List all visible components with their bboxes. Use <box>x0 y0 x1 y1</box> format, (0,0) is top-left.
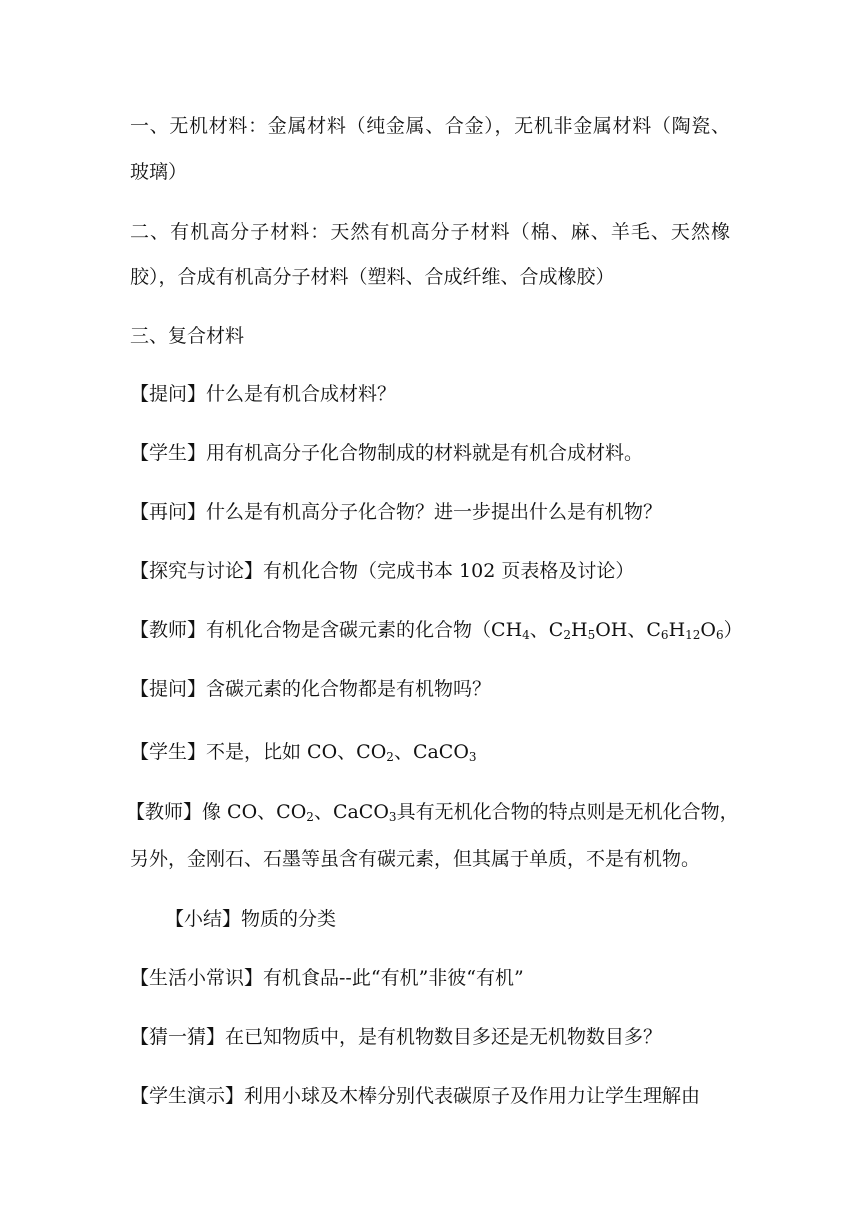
formula-glucose: $C_6H_{12}O_6$ <box>646 619 724 642</box>
paragraph-question-1 <box>130 382 730 406</box>
paragraph-explore-discuss <box>130 559 730 583</box>
paragraph-teacher-2-cont: 另外，金刚石、石墨等虽含有碳元素，但其属于单质，不是有机物。 <box>130 848 701 870</box>
paragraph-inorganic-materials: 一、无机材料：金属材料（纯金属、合金），无机非金属材料（陶瓷、 <box>130 115 730 137</box>
paragraph-text: 有机化合物是含碳元素的化合物（ <box>206 619 492 641</box>
paragraph-guess <box>130 1025 730 1049</box>
paragraph-composite-materials: 三、复合材料 <box>130 325 245 347</box>
section-tag: 【生活小常识】 <box>130 967 264 989</box>
paragraph-text: 在已知物质中，是有机物数目多还是无机物数目多？ <box>225 1026 663 1048</box>
paragraph-student-demo <box>130 1084 730 1108</box>
section-tag: 【教师】 <box>126 801 203 823</box>
paragraph-student-2: 【学生】不是，比如 CO、$CO_2$、CaCO$_3$ <box>130 741 477 764</box>
paragraph-teacher-2: 【教师】像 CO、$CO_2$、CaCO$_3$具有无机化合物的特点则是无机化合物， <box>126 801 739 824</box>
section-tag: 【提问】 <box>130 383 207 405</box>
paragraph-inorganic-materials-cont: 玻璃） <box>130 161 188 183</box>
section-tag: 【教师】 <box>130 619 207 641</box>
formula-ethanol: $C_2H_5OH$ <box>548 619 628 642</box>
paragraph-text: 有机化合物（完成书本 102 页表格及讨论） <box>263 560 635 582</box>
paragraph-text: 什么是有机高分子化合物？进一步提出什么是有机物？ <box>206 501 663 523</box>
paragraph-teacher-1: 【教师】有机化合物是含碳元素的化合物（$CH_4$、$C_2H_5OH$、$C_6H_{12}O_6$） <box>130 619 743 642</box>
section-tag: 【学生】 <box>130 741 207 763</box>
paragraph-ask-again <box>130 500 730 524</box>
paragraph-summary <box>165 907 765 931</box>
section-tag: 【猜一猜】 <box>130 1026 226 1048</box>
section-tag: 【学生】 <box>130 442 207 464</box>
section-tag: 【学生演示】 <box>130 1085 245 1107</box>
paragraph-text: 含碳元素的化合物都是有机物吗？ <box>206 678 492 700</box>
formula-methane: $CH_4$ <box>491 619 530 642</box>
paragraph-student-1 <box>130 441 730 465</box>
paragraph-text: 用有机高分子化合物制成的材料就是有机合成材料。 <box>206 442 644 464</box>
paragraph-organic-polymer-materials: 二、有机高分子材料：天然有机高分子材料（棉、麻、羊毛、天然橡 <box>130 221 730 243</box>
section-tag: 【提问】 <box>130 678 207 700</box>
paragraph-text: 有机食品--此“有机”非彼“有机” <box>263 967 524 989</box>
paragraph-text: 物质的分类 <box>241 908 337 930</box>
section-tag: 【再问】 <box>130 501 207 523</box>
paragraph-text: 什么是有机合成材料？ <box>206 383 397 405</box>
section-tag: 【探究与讨论】 <box>130 560 264 582</box>
paragraph-text: 利用小球及木棒分别代表碳原子及作用力让学生理解由 <box>244 1085 701 1107</box>
paragraph-life-tips <box>130 966 730 990</box>
paragraph-question-2 <box>130 677 730 701</box>
paragraph-organic-polymer-materials-cont: 胶），合成有机高分子材料（塑料、合成纤维、合成橡胶） <box>130 266 615 288</box>
section-tag: 【小结】 <box>165 908 242 930</box>
